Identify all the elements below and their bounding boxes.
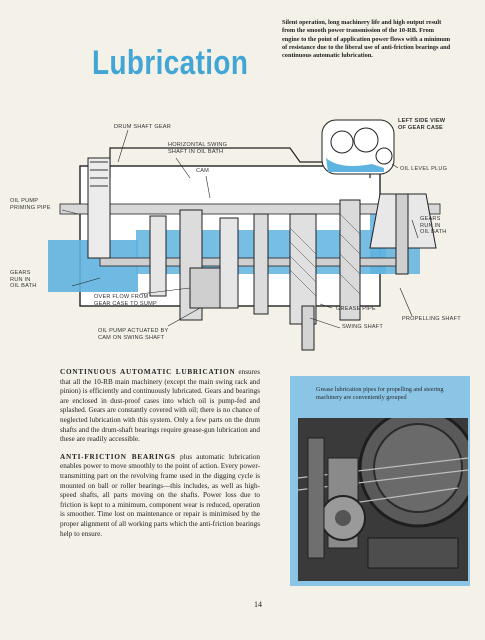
label-line: CAM ON SWING SHAFT <box>98 334 165 341</box>
label-cam: CAM <box>196 168 210 174</box>
label-left-side-view <box>398 118 445 131</box>
label-overflow <box>94 294 157 307</box>
photo-caption: Grease lubrication pipes for propelling and steering machinery are conveniently grouped <box>316 386 444 401</box>
label-line: OIL PUMP <box>10 198 39 204</box>
label-swing-shaft: SWING SHAFT <box>342 324 384 330</box>
label-line: LEFT SIDE VIEW <box>398 118 446 124</box>
page-number: 14 <box>254 600 262 609</box>
label-line: GEAR CASE TO SUMP <box>94 300 157 307</box>
label-gears-left <box>10 270 36 290</box>
label-line: SHAFT IN OIL BATH <box>168 148 224 155</box>
paragraph-lead: ANTI-FRICTION BEARINGS <box>60 452 176 461</box>
label-propelling-shaft: PROPELLING SHAFT <box>402 316 461 322</box>
label-oil-pump-priming <box>10 198 51 211</box>
paragraph-continuous-lubrication <box>60 368 260 445</box>
label-line: RUN IN <box>10 276 31 283</box>
paragraph-text: ensures that all the 10-RB main machinery (except the main swing rack and pinion) is efficiently and continuously lubricated. Gears and bearings are enclosed in dust-proof cases into which oil is pump-fed and splashed. Gears are constantly covered with oil; there is no chance of neglected lubrication with this system. Only a few parts on the drum shafts and the drum-shaft bearings require grease-gun lubrication and these are readily accessible. <box>60 368 260 444</box>
paragraph-lead: CONTINUOUS AUTOMATIC LUBRICATION <box>60 368 236 376</box>
label-line: PRIMING PIPE <box>10 204 51 211</box>
paragraph-text: plus automatic lubrication enables power to move smoothly to the point of action. Every power-transmitting part on the revolving frame used in the digging cycle is mounted on ball or roller bearings—this includes, as well as high-speed shafts, all parts moving on the shafts. Power loss due to friction is kept to a minimum, component wear is reduced, operation is smoother. Time lost on maintenance or repair is minimised by the proper alignment of all working parts which the anti-friction bearings help to ensure. <box>60 452 261 538</box>
label-horizontal-swing <box>168 142 227 155</box>
label-drum-shaft-gear: DRUM SHAFT GEAR <box>114 124 171 130</box>
label-gears-right <box>420 216 446 236</box>
label-line: OIL BATH <box>10 283 37 290</box>
label-line: HORIZONTAL SWING <box>168 142 228 148</box>
body-text-column <box>60 368 260 547</box>
label-oil-level-plug: OIL LEVEL PLUG <box>400 166 448 172</box>
label-line: OF GEAR CASE <box>398 124 443 131</box>
label-line: OIL BATH <box>420 229 447 236</box>
machinery-photo <box>298 418 468 581</box>
photo-panel <box>290 376 470 586</box>
label-oil-pump-actuated <box>98 328 168 341</box>
gear-case-diagram <box>10 118 470 358</box>
label-line: RUN IN <box>420 222 441 229</box>
intro-text: Silent operation, long machinery life and high output result from the smooth power transmission of the 10-RB. From engine to the point of application power flows with a minimum of resistance due to the liberal use of anti-friction bearings and continuous automatic lubrication. <box>282 19 451 60</box>
label-line: GEARS <box>10 270 31 276</box>
paragraph-anti-friction <box>60 453 260 539</box>
label-line: OVER FLOW FROM <box>94 294 149 300</box>
page-title: Lubrication <box>92 44 249 82</box>
label-line: GEARS <box>420 216 441 222</box>
label-grease-pipe: GREASE PIPE <box>336 306 376 312</box>
label-line: OIL PUMP ACTUATED BY <box>98 328 169 334</box>
